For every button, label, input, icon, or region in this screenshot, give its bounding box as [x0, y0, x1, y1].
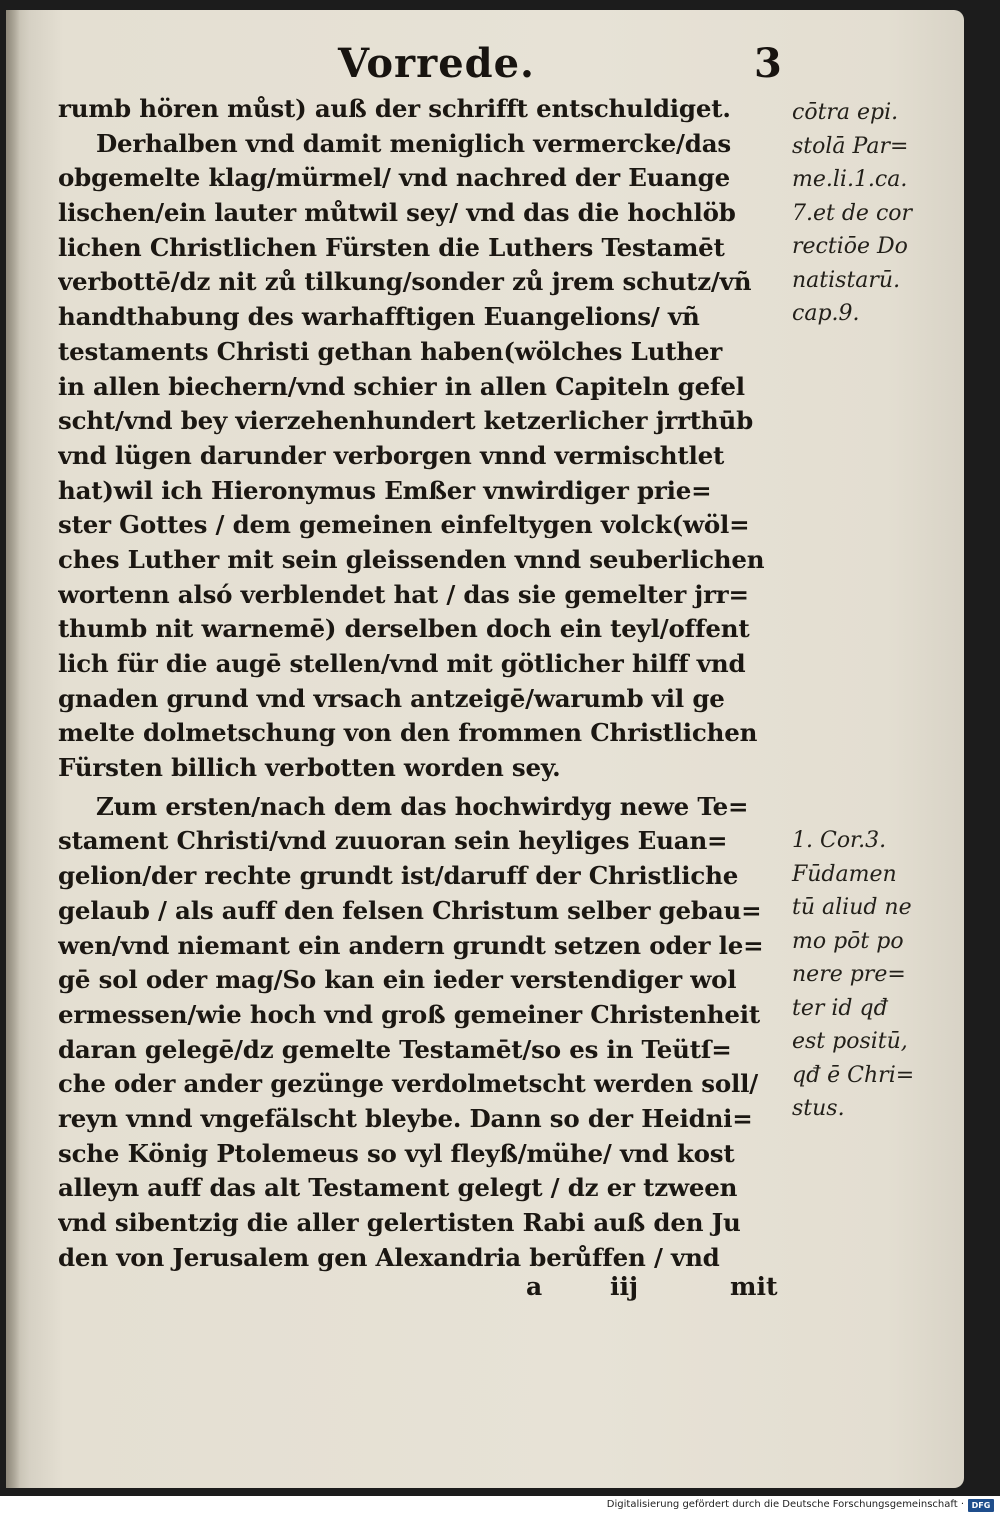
- text-line: ches Luther mit sein gleissenden vnnd seuberlichen: [58, 544, 765, 574]
- margin-note-line: me.li.1.ca.: [792, 167, 908, 192]
- margin-note-line: stolā Par=: [792, 133, 909, 159]
- text-line: thumb nit warnemē) derselben doch ein teyl/offent: [58, 614, 750, 644]
- margin-note-line: cap.9.: [792, 301, 860, 326]
- margin-note-line: qđ ē Chri=: [792, 1062, 915, 1088]
- margin-note-corinthians: [792, 824, 952, 1126]
- margin-note-line: tū aliud ne: [792, 895, 912, 920]
- text-line: lischen/ein lauter můtwil sey/ vnd das die hochlöb: [58, 198, 736, 228]
- text-line: reyn vnnd vngefälscht bleybe. Dann so der Heidni=: [58, 1103, 753, 1133]
- main-text-block: [58, 92, 788, 1275]
- text-line: wen/vnd niemant ein andern grundt setzen oder le=: [58, 930, 764, 960]
- margin-note-contra-epistolam: [792, 96, 952, 331]
- text-line: gē sol oder mag/So kan ein ieder verstendiger wol: [58, 965, 737, 995]
- signature-line: [58, 1272, 788, 1312]
- margin-note-line: 7.et de cor: [792, 200, 913, 226]
- signature-mark: a: [526, 1272, 543, 1301]
- text-line: daran gelegē/dz gemelte Testamēt/so es in Teütſ=: [58, 1034, 732, 1064]
- text-line: hat)wil ich Hieronymus Emßer vnwirdiger prie=: [58, 475, 712, 505]
- text-line: sche König Ptolemeus so vyl fleyß/mühe/ vnd kost: [58, 1138, 735, 1168]
- margin-note-line: natistarū.: [792, 267, 901, 293]
- signature-number: iij: [610, 1272, 639, 1301]
- text-line: ster Gottes / dem gemeinen einfeltygen volck(wöl=: [58, 510, 750, 540]
- text-line: verbottē/dz nit zů tilkung/sonder zů jrem schutz/vñ: [58, 267, 752, 297]
- text-line: gnaden grund vnd vrsach antzeigē/warumb vil ge: [58, 683, 725, 713]
- text-line: scht/vnd bey vierzehenhundert ketzerlicher jrrthūb: [58, 406, 754, 436]
- text-line: rumb hören můst) auß der schrifft entschuldiget.: [58, 94, 731, 123]
- margin-note-line: 1. Cor.3.: [792, 828, 887, 853]
- text-line: den von Jerusalem gen Alexandria berůffen / vnd: [58, 1242, 720, 1272]
- margin-note-line: ter id qđ: [792, 995, 888, 1021]
- catchword: mit: [730, 1272, 778, 1301]
- text-line: vnd lügen darunder verborgen vnnd vermischtlet: [58, 440, 725, 470]
- margin-note-line: mo pōt po: [792, 928, 904, 954]
- margin-note-line: cōtra epi.: [792, 100, 899, 125]
- running-head: Vorrede.: [338, 40, 535, 87]
- text-line: wortenn alsó verblendet hat / das sie gemelter jrr=: [58, 579, 749, 609]
- text-line: ermessen/wie hoch vnd groß gemeiner Christenheit: [58, 999, 760, 1029]
- footer-bar: [0, 1496, 1000, 1516]
- text-line: Derhalben vnd damit meniglich vermercke/das: [96, 128, 732, 158]
- text-line: in allen biechern/vnd schier in allen Capiteln gefel: [58, 371, 745, 401]
- page-gutter-shadow: [6, 10, 20, 1488]
- text-line: alleyn auff das alt Testament gelegt / dz er tzween: [58, 1173, 738, 1203]
- text-line: testaments Christi gethan haben(wölches Luther: [58, 336, 723, 366]
- text-line: stament Christi/vnd zuuoran sein heyliges Euan=: [58, 826, 728, 856]
- text-line: gelion/der rechte grundt ist/daruff der Christliche: [58, 861, 739, 891]
- margin-note-line: est positū,: [792, 1029, 908, 1054]
- footer-credit: Digitalisierung gefördert durch die Deutsche Forschungsgemeinschaft ·: [606, 1499, 964, 1510]
- margin-note-line: stus.: [792, 1096, 845, 1121]
- text-line: melte dolmetschung von den frommen Christlichen: [58, 718, 758, 748]
- page-header: [338, 40, 798, 100]
- text-line: lich für die augē stellen/vnd mit götlicher hilff vnd: [58, 649, 746, 678]
- text-line: obgemelte klag/mürmel/ vnd nachred der Euange: [58, 163, 730, 193]
- text-line: Fürsten billich verbotten worden sey.: [58, 753, 561, 783]
- text-line: Zum ersten/nach dem das hochwirdyg newe Te=: [96, 791, 749, 821]
- text-line: lichen Christlichen Fürsten die Luthers Testamēt: [58, 232, 725, 262]
- text-line: che oder ander gezünge verdolmetscht werden soll/: [58, 1069, 758, 1099]
- text-line: vnd sibentzig die aller gelertisten Rabi auß den Ju: [58, 1208, 741, 1237]
- text-line: handthabung des warhafftigen Euangelions/ vñ: [58, 302, 700, 332]
- margin-note-line: nere pre=: [792, 962, 906, 987]
- margin-note-line: rectiōe Do: [792, 234, 908, 259]
- page-number: 3: [754, 40, 782, 87]
- margin-note-line: Fūdamen: [792, 861, 897, 887]
- text-line: gelaub / als auff den felsen Christum selber gebau=: [58, 895, 762, 925]
- dfg-logo: DFG: [968, 1499, 994, 1512]
